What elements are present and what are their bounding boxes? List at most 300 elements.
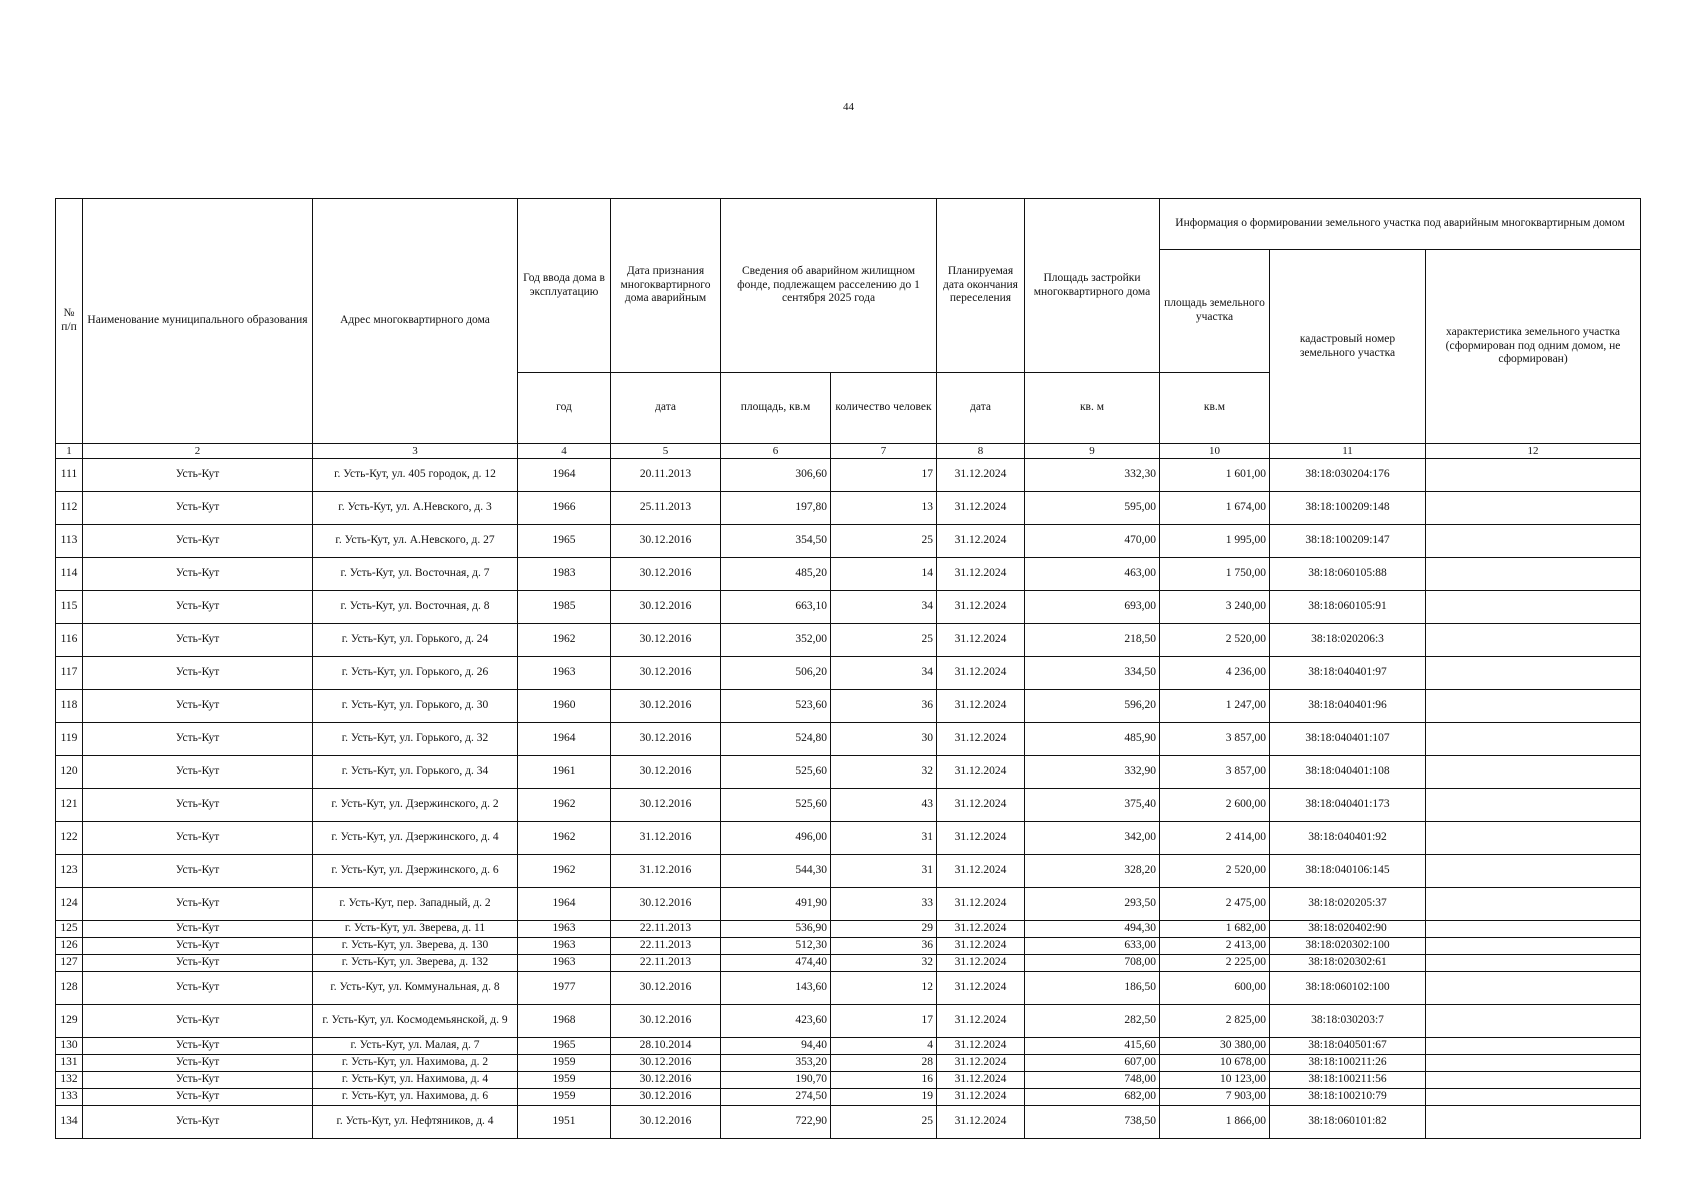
- row-number: 122: [56, 822, 83, 855]
- cadastral-cell: 38:18:100209:147: [1270, 525, 1426, 558]
- planned-date-cell: 31.12.2024: [937, 855, 1025, 888]
- municipality-cell: Усть-Кут: [83, 888, 313, 921]
- recognition-date-cell: 30.12.2016: [611, 723, 721, 756]
- row-number: 132: [56, 1072, 83, 1089]
- row-number: 124: [56, 888, 83, 921]
- table-row: [56, 756, 1641, 789]
- people-cell: 16: [831, 1072, 937, 1089]
- address-cell: г. Усть-Кут, ул. А.Невского, д. 3: [313, 492, 518, 525]
- land-area-cell: 3 240,00: [1160, 591, 1270, 624]
- year-cell: 1961: [518, 756, 611, 789]
- building-area-cell: 293,50: [1025, 888, 1160, 921]
- building-area-cell: 607,00: [1025, 1055, 1160, 1072]
- people-cell: 4: [831, 1038, 937, 1055]
- address-cell: г. Усть-Кут, ул. Горького, д. 24: [313, 624, 518, 657]
- area-cell: 525,60: [721, 789, 831, 822]
- planned-date-cell: 31.12.2024: [937, 690, 1025, 723]
- column-number: 11: [1270, 444, 1426, 459]
- column-number: 2: [83, 444, 313, 459]
- building-area-cell: 415,60: [1025, 1038, 1160, 1055]
- column-number: 7: [831, 444, 937, 459]
- building-area-cell: 328,20: [1025, 855, 1160, 888]
- table-row: [56, 1055, 1641, 1072]
- table-row: [56, 558, 1641, 591]
- recognition-date-cell: 30.12.2016: [611, 558, 721, 591]
- year-cell: 1959: [518, 1055, 611, 1072]
- building-area-cell: 494,30: [1025, 921, 1160, 938]
- land-characteristic-cell: [1426, 1072, 1641, 1089]
- area-cell: 423,60: [721, 1005, 831, 1038]
- recognition-date-cell: 30.12.2016: [611, 972, 721, 1005]
- year-cell: 1959: [518, 1072, 611, 1089]
- address-cell: г. Усть-Кут, ул. Горького, д. 32: [313, 723, 518, 756]
- people-cell: 17: [831, 459, 937, 492]
- table-body: [56, 459, 1641, 1139]
- address-cell: г. Усть-Кут, ул. Космодемьянской, д. 9: [313, 1005, 518, 1038]
- column-number: 10: [1160, 444, 1270, 459]
- row-number: 127: [56, 955, 83, 972]
- recognition-date-cell: 30.12.2016: [611, 888, 721, 921]
- header-building-area: Площадь застройки многоквартирного дома: [1025, 199, 1160, 373]
- year-cell: 1963: [518, 657, 611, 690]
- cadastral-cell: 38:18:020302:100: [1270, 938, 1426, 955]
- municipality-cell: Усть-Кут: [83, 921, 313, 938]
- cadastral-cell: 38:18:040401:92: [1270, 822, 1426, 855]
- header-address: Адрес многоквартирного дома: [313, 199, 518, 444]
- building-area-cell: 485,90: [1025, 723, 1160, 756]
- recognition-date-cell: 30.12.2016: [611, 690, 721, 723]
- row-number: 130: [56, 1038, 83, 1055]
- cadastral-cell: 38:18:040106:145: [1270, 855, 1426, 888]
- municipality-cell: Усть-Кут: [83, 525, 313, 558]
- area-cell: 353,20: [721, 1055, 831, 1072]
- municipality-cell: Усть-Кут: [83, 822, 313, 855]
- people-cell: 30: [831, 723, 937, 756]
- column-number: 6: [721, 444, 831, 459]
- table-row: [56, 855, 1641, 888]
- year-cell: 1968: [518, 1005, 611, 1038]
- table-row: [56, 459, 1641, 492]
- row-number: 117: [56, 657, 83, 690]
- land-area-cell: 4 236,00: [1160, 657, 1270, 690]
- people-cell: 36: [831, 938, 937, 955]
- recognition-date-cell: 22.11.2013: [611, 955, 721, 972]
- building-area-cell: 738,50: [1025, 1106, 1160, 1139]
- planned-date-cell: 31.12.2024: [937, 921, 1025, 938]
- row-number: 120: [56, 756, 83, 789]
- people-cell: 36: [831, 690, 937, 723]
- municipality-cell: Усть-Кут: [83, 938, 313, 955]
- area-cell: 485,20: [721, 558, 831, 591]
- address-cell: г. Усть-Кут, ул. Дзержинского, д. 2: [313, 789, 518, 822]
- year-cell: 1964: [518, 459, 611, 492]
- municipality-cell: Усть-Кут: [83, 1106, 313, 1139]
- land-characteristic-cell: [1426, 558, 1641, 591]
- header-planned-date: Планируемая дата окончания переселения: [937, 199, 1025, 373]
- year-cell: 1963: [518, 955, 611, 972]
- area-cell: 525,60: [721, 756, 831, 789]
- address-cell: г. Усть-Кут, ул. Восточная, д. 8: [313, 591, 518, 624]
- land-area-cell: 2 413,00: [1160, 938, 1270, 955]
- land-characteristic-cell: [1426, 1106, 1641, 1139]
- land-characteristic-cell: [1426, 690, 1641, 723]
- row-number: 134: [56, 1106, 83, 1139]
- cadastral-cell: 38:18:020402:90: [1270, 921, 1426, 938]
- land-area-cell: 3 857,00: [1160, 723, 1270, 756]
- land-characteristic-cell: [1426, 525, 1641, 558]
- column-number-row: [56, 444, 1641, 459]
- cadastral-cell: 38:18:100210:79: [1270, 1089, 1426, 1106]
- cadastral-cell: 38:18:100209:148: [1270, 492, 1426, 525]
- building-area-cell: 375,40: [1025, 789, 1160, 822]
- land-area-cell: 1 866,00: [1160, 1106, 1270, 1139]
- address-cell: г. Усть-Кут, ул. Горького, д. 30: [313, 690, 518, 723]
- people-cell: 32: [831, 756, 937, 789]
- year-cell: 1983: [518, 558, 611, 591]
- land-area-cell: 10 123,00: [1160, 1072, 1270, 1089]
- address-cell: г. Усть-Кут, ул. Дзержинского, д. 4: [313, 822, 518, 855]
- land-characteristic-cell: [1426, 955, 1641, 972]
- land-characteristic-cell: [1426, 888, 1641, 921]
- table-row: [56, 591, 1641, 624]
- page-number: 44: [843, 101, 854, 113]
- address-cell: г. Усть-Кут, ул. Зверева, д. 132: [313, 955, 518, 972]
- address-cell: г. Усть-Кут, ул. А.Невского, д. 27: [313, 525, 518, 558]
- row-number: 111: [56, 459, 83, 492]
- planned-date-cell: 31.12.2024: [937, 1072, 1025, 1089]
- recognition-date-cell: 30.12.2016: [611, 1055, 721, 1072]
- header-cadastral: кадастровый номер земельного участка: [1270, 250, 1426, 444]
- land-characteristic-cell: [1426, 756, 1641, 789]
- municipality-cell: Усть-Кут: [83, 624, 313, 657]
- land-area-cell: 3 857,00: [1160, 756, 1270, 789]
- planned-date-cell: 31.12.2024: [937, 1005, 1025, 1038]
- planned-date-cell: 31.12.2024: [937, 459, 1025, 492]
- land-characteristic-cell: [1426, 855, 1641, 888]
- people-cell: 25: [831, 1106, 937, 1139]
- row-number: 112: [56, 492, 83, 525]
- building-area-cell: 332,30: [1025, 459, 1160, 492]
- area-cell: 306,60: [721, 459, 831, 492]
- planned-date-cell: 31.12.2024: [937, 938, 1025, 955]
- land-area-cell: 2 414,00: [1160, 822, 1270, 855]
- cadastral-cell: 38:18:100211:56: [1270, 1072, 1426, 1089]
- municipality-cell: Усть-Кут: [83, 723, 313, 756]
- area-cell: 536,90: [721, 921, 831, 938]
- land-area-cell: 2 475,00: [1160, 888, 1270, 921]
- year-cell: 1963: [518, 938, 611, 955]
- unit-plan-date: дата: [937, 373, 1025, 444]
- land-area-cell: 1 247,00: [1160, 690, 1270, 723]
- area-cell: 190,70: [721, 1072, 831, 1089]
- land-area-cell: 7 903,00: [1160, 1089, 1270, 1106]
- recognition-date-cell: 22.11.2013: [611, 921, 721, 938]
- table-row: [56, 525, 1641, 558]
- area-cell: 722,90: [721, 1106, 831, 1139]
- cadastral-cell: 38:18:100211:26: [1270, 1055, 1426, 1072]
- row-number: 116: [56, 624, 83, 657]
- address-cell: г. Усть-Кут, ул. Нахимова, д. 4: [313, 1072, 518, 1089]
- table-row: [56, 723, 1641, 756]
- recognition-date-cell: 30.12.2016: [611, 525, 721, 558]
- area-cell: 143,60: [721, 972, 831, 1005]
- planned-date-cell: 31.12.2024: [937, 558, 1025, 591]
- cadastral-cell: 38:18:030203:7: [1270, 1005, 1426, 1038]
- table-row: [56, 972, 1641, 1005]
- planned-date-cell: 31.12.2024: [937, 624, 1025, 657]
- cadastral-cell: 38:18:060101:82: [1270, 1106, 1426, 1139]
- column-number: 12: [1426, 444, 1641, 459]
- year-cell: 1962: [518, 624, 611, 657]
- area-cell: 352,00: [721, 624, 831, 657]
- people-cell: 34: [831, 657, 937, 690]
- year-cell: 1963: [518, 921, 611, 938]
- area-cell: 512,30: [721, 938, 831, 955]
- municipality-cell: Усть-Кут: [83, 1038, 313, 1055]
- land-characteristic-cell: [1426, 921, 1641, 938]
- land-characteristic-cell: [1426, 1005, 1641, 1038]
- area-cell: 274,50: [721, 1089, 831, 1106]
- row-number: 131: [56, 1055, 83, 1072]
- land-characteristic-cell: [1426, 624, 1641, 657]
- header-emergency-info: Сведения об аварийном жилищном фонде, подлежащем расселению до 1 сентября 2025 года: [721, 199, 937, 373]
- planned-date-cell: 31.12.2024: [937, 591, 1025, 624]
- year-cell: 1962: [518, 855, 611, 888]
- row-number: 129: [56, 1005, 83, 1038]
- table-row: [56, 1038, 1641, 1055]
- address-cell: г. Усть-Кут, ул. Нахимова, д. 6: [313, 1089, 518, 1106]
- row-number: 133: [56, 1089, 83, 1106]
- recognition-date-cell: 30.12.2016: [611, 657, 721, 690]
- address-cell: г. Усть-Кут, ул. Зверева, д. 130: [313, 938, 518, 955]
- header-municipality: Наименование муниципального образования: [83, 199, 313, 444]
- table-row: [56, 938, 1641, 955]
- column-number: 5: [611, 444, 721, 459]
- cadastral-cell: 38:18:040401:107: [1270, 723, 1426, 756]
- cadastral-cell: 38:18:040501:67: [1270, 1038, 1426, 1055]
- unit-area: площадь, кв.м: [721, 373, 831, 444]
- row-number: 121: [56, 789, 83, 822]
- building-area-cell: 186,50: [1025, 972, 1160, 1005]
- recognition-date-cell: 30.12.2016: [611, 1072, 721, 1089]
- building-area-cell: 693,00: [1025, 591, 1160, 624]
- cadastral-cell: 38:18:060105:91: [1270, 591, 1426, 624]
- people-cell: 31: [831, 855, 937, 888]
- building-area-cell: 332,90: [1025, 756, 1160, 789]
- header-land-info: Информация о формировании земельного участка под аварийным многоквартирным домом: [1160, 199, 1641, 250]
- address-cell: г. Усть-Кут, ул. Малая, д. 7: [313, 1038, 518, 1055]
- land-characteristic-cell: [1426, 822, 1641, 855]
- people-cell: 34: [831, 591, 937, 624]
- area-cell: 197,80: [721, 492, 831, 525]
- building-area-cell: 633,00: [1025, 938, 1160, 955]
- planned-date-cell: 31.12.2024: [937, 1089, 1025, 1106]
- year-cell: 1965: [518, 525, 611, 558]
- cadastral-cell: 38:18:020302:61: [1270, 955, 1426, 972]
- planned-date-cell: 31.12.2024: [937, 756, 1025, 789]
- header-num: № п/п: [56, 199, 83, 444]
- people-cell: 17: [831, 1005, 937, 1038]
- people-cell: 13: [831, 492, 937, 525]
- building-area-cell: 748,00: [1025, 1072, 1160, 1089]
- building-area-cell: 708,00: [1025, 955, 1160, 972]
- year-cell: 1964: [518, 888, 611, 921]
- year-cell: 1965: [518, 1038, 611, 1055]
- unit-year: год: [518, 373, 611, 444]
- year-cell: 1962: [518, 822, 611, 855]
- address-cell: г. Усть-Кут, ул. Горького, д. 34: [313, 756, 518, 789]
- column-number: 9: [1025, 444, 1160, 459]
- building-area-cell: 218,50: [1025, 624, 1160, 657]
- land-characteristic-cell: [1426, 1089, 1641, 1106]
- land-characteristic-cell: [1426, 492, 1641, 525]
- table-row: [56, 1106, 1641, 1139]
- recognition-date-cell: 31.12.2016: [611, 822, 721, 855]
- people-cell: 14: [831, 558, 937, 591]
- table-row: [56, 955, 1641, 972]
- planned-date-cell: 31.12.2024: [937, 955, 1025, 972]
- land-area-cell: 2 520,00: [1160, 624, 1270, 657]
- year-cell: 1966: [518, 492, 611, 525]
- year-cell: 1964: [518, 723, 611, 756]
- planned-date-cell: 31.12.2024: [937, 888, 1025, 921]
- land-area-cell: 10 678,00: [1160, 1055, 1270, 1072]
- cadastral-cell: 38:18:060105:88: [1270, 558, 1426, 591]
- table-row: [56, 1072, 1641, 1089]
- area-cell: 523,60: [721, 690, 831, 723]
- year-cell: 1959: [518, 1089, 611, 1106]
- land-characteristic-cell: [1426, 938, 1641, 955]
- building-area-cell: 282,50: [1025, 1005, 1160, 1038]
- area-cell: 663,10: [721, 591, 831, 624]
- area-cell: 544,30: [721, 855, 831, 888]
- building-area-cell: 595,00: [1025, 492, 1160, 525]
- planned-date-cell: 31.12.2024: [937, 723, 1025, 756]
- cadastral-cell: 38:18:040401:173: [1270, 789, 1426, 822]
- municipality-cell: Усть-Кут: [83, 690, 313, 723]
- header-land-area: площадь земельного участка: [1160, 250, 1270, 373]
- recognition-date-cell: 30.12.2016: [611, 1089, 721, 1106]
- document-sheet: [55, 198, 1640, 1139]
- planned-date-cell: 31.12.2024: [937, 972, 1025, 1005]
- land-area-cell: 2 600,00: [1160, 789, 1270, 822]
- municipality-cell: Усть-Кут: [83, 955, 313, 972]
- building-area-cell: 682,00: [1025, 1089, 1160, 1106]
- area-cell: 94,40: [721, 1038, 831, 1055]
- recognition-date-cell: 30.12.2016: [611, 789, 721, 822]
- table-row: [56, 921, 1641, 938]
- row-number: 118: [56, 690, 83, 723]
- table-row: [56, 789, 1641, 822]
- land-characteristic-cell: [1426, 723, 1641, 756]
- planned-date-cell: 31.12.2024: [937, 657, 1025, 690]
- cadastral-cell: 38:18:030204:176: [1270, 459, 1426, 492]
- recognition-date-cell: 31.12.2016: [611, 855, 721, 888]
- land-area-cell: 2 520,00: [1160, 855, 1270, 888]
- planned-date-cell: 31.12.2024: [937, 525, 1025, 558]
- municipality-cell: Усть-Кут: [83, 591, 313, 624]
- table-row: [56, 822, 1641, 855]
- recognition-date-cell: 22.11.2013: [611, 938, 721, 955]
- land-characteristic-cell: [1426, 1055, 1641, 1072]
- address-cell: г. Усть-Кут, ул. Дзержинского, д. 6: [313, 855, 518, 888]
- cadastral-cell: 38:18:040401:97: [1270, 657, 1426, 690]
- column-number: 1: [56, 444, 83, 459]
- unit-land-area: кв.м: [1160, 373, 1270, 444]
- column-number: 4: [518, 444, 611, 459]
- recognition-date-cell: 30.12.2016: [611, 756, 721, 789]
- row-number: 126: [56, 938, 83, 955]
- column-number: 8: [937, 444, 1025, 459]
- unit-building-area: кв. м: [1025, 373, 1160, 444]
- planned-date-cell: 31.12.2024: [937, 492, 1025, 525]
- area-cell: 491,90: [721, 888, 831, 921]
- table-row: [56, 1089, 1641, 1106]
- people-cell: 43: [831, 789, 937, 822]
- year-cell: 1977: [518, 972, 611, 1005]
- year-cell: 1962: [518, 789, 611, 822]
- planned-date-cell: 31.12.2024: [937, 822, 1025, 855]
- table-row: [56, 1005, 1641, 1038]
- row-number: 125: [56, 921, 83, 938]
- address-cell: г. Усть-Кут, ул. Нахимова, д. 2: [313, 1055, 518, 1072]
- header-recognition-date: Дата признания многоквартирного дома аварийным: [611, 199, 721, 373]
- recognition-date-cell: 30.12.2016: [611, 624, 721, 657]
- row-number: 119: [56, 723, 83, 756]
- land-characteristic-cell: [1426, 591, 1641, 624]
- address-cell: г. Усть-Кут, ул. Зверева, д. 11: [313, 921, 518, 938]
- emergency-housing-table: [55, 198, 1641, 1139]
- cadastral-cell: 38:18:060102:100: [1270, 972, 1426, 1005]
- municipality-cell: Усть-Кут: [83, 789, 313, 822]
- municipality-cell: Усть-Кут: [83, 492, 313, 525]
- land-area-cell: 600,00: [1160, 972, 1270, 1005]
- recognition-date-cell: 28.10.2014: [611, 1038, 721, 1055]
- people-cell: 12: [831, 972, 937, 1005]
- header-year-built: Год ввода дома в эксплуатацию: [518, 199, 611, 373]
- table-row: [56, 624, 1641, 657]
- recognition-date-cell: 25.11.2013: [611, 492, 721, 525]
- table-row: [56, 492, 1641, 525]
- recognition-date-cell: 30.12.2016: [611, 1106, 721, 1139]
- recognition-date-cell: 30.12.2016: [611, 1005, 721, 1038]
- recognition-date-cell: 20.11.2013: [611, 459, 721, 492]
- land-area-cell: 2 825,00: [1160, 1005, 1270, 1038]
- municipality-cell: Усть-Кут: [83, 1005, 313, 1038]
- address-cell: г. Усть-Кут, ул. Горького, д. 26: [313, 657, 518, 690]
- header-land-characteristic: характеристика земельного участка (сформирован под одним домом, не сформирован): [1426, 250, 1641, 444]
- planned-date-cell: 31.12.2024: [937, 1106, 1025, 1139]
- row-number: 114: [56, 558, 83, 591]
- municipality-cell: Усть-Кут: [83, 459, 313, 492]
- building-area-cell: 334,50: [1025, 657, 1160, 690]
- cadastral-cell: 38:18:040401:108: [1270, 756, 1426, 789]
- building-area-cell: 342,00: [1025, 822, 1160, 855]
- people-cell: 25: [831, 525, 937, 558]
- land-area-cell: 1 682,00: [1160, 921, 1270, 938]
- table-row: [56, 888, 1641, 921]
- people-cell: 25: [831, 624, 937, 657]
- year-cell: 1960: [518, 690, 611, 723]
- area-cell: 474,40: [721, 955, 831, 972]
- land-area-cell: 1 674,00: [1160, 492, 1270, 525]
- building-area-cell: 470,00: [1025, 525, 1160, 558]
- municipality-cell: Усть-Кут: [83, 855, 313, 888]
- row-number: 128: [56, 972, 83, 1005]
- planned-date-cell: 31.12.2024: [937, 789, 1025, 822]
- land-area-cell: 1 995,00: [1160, 525, 1270, 558]
- cadastral-cell: 38:18:020205:37: [1270, 888, 1426, 921]
